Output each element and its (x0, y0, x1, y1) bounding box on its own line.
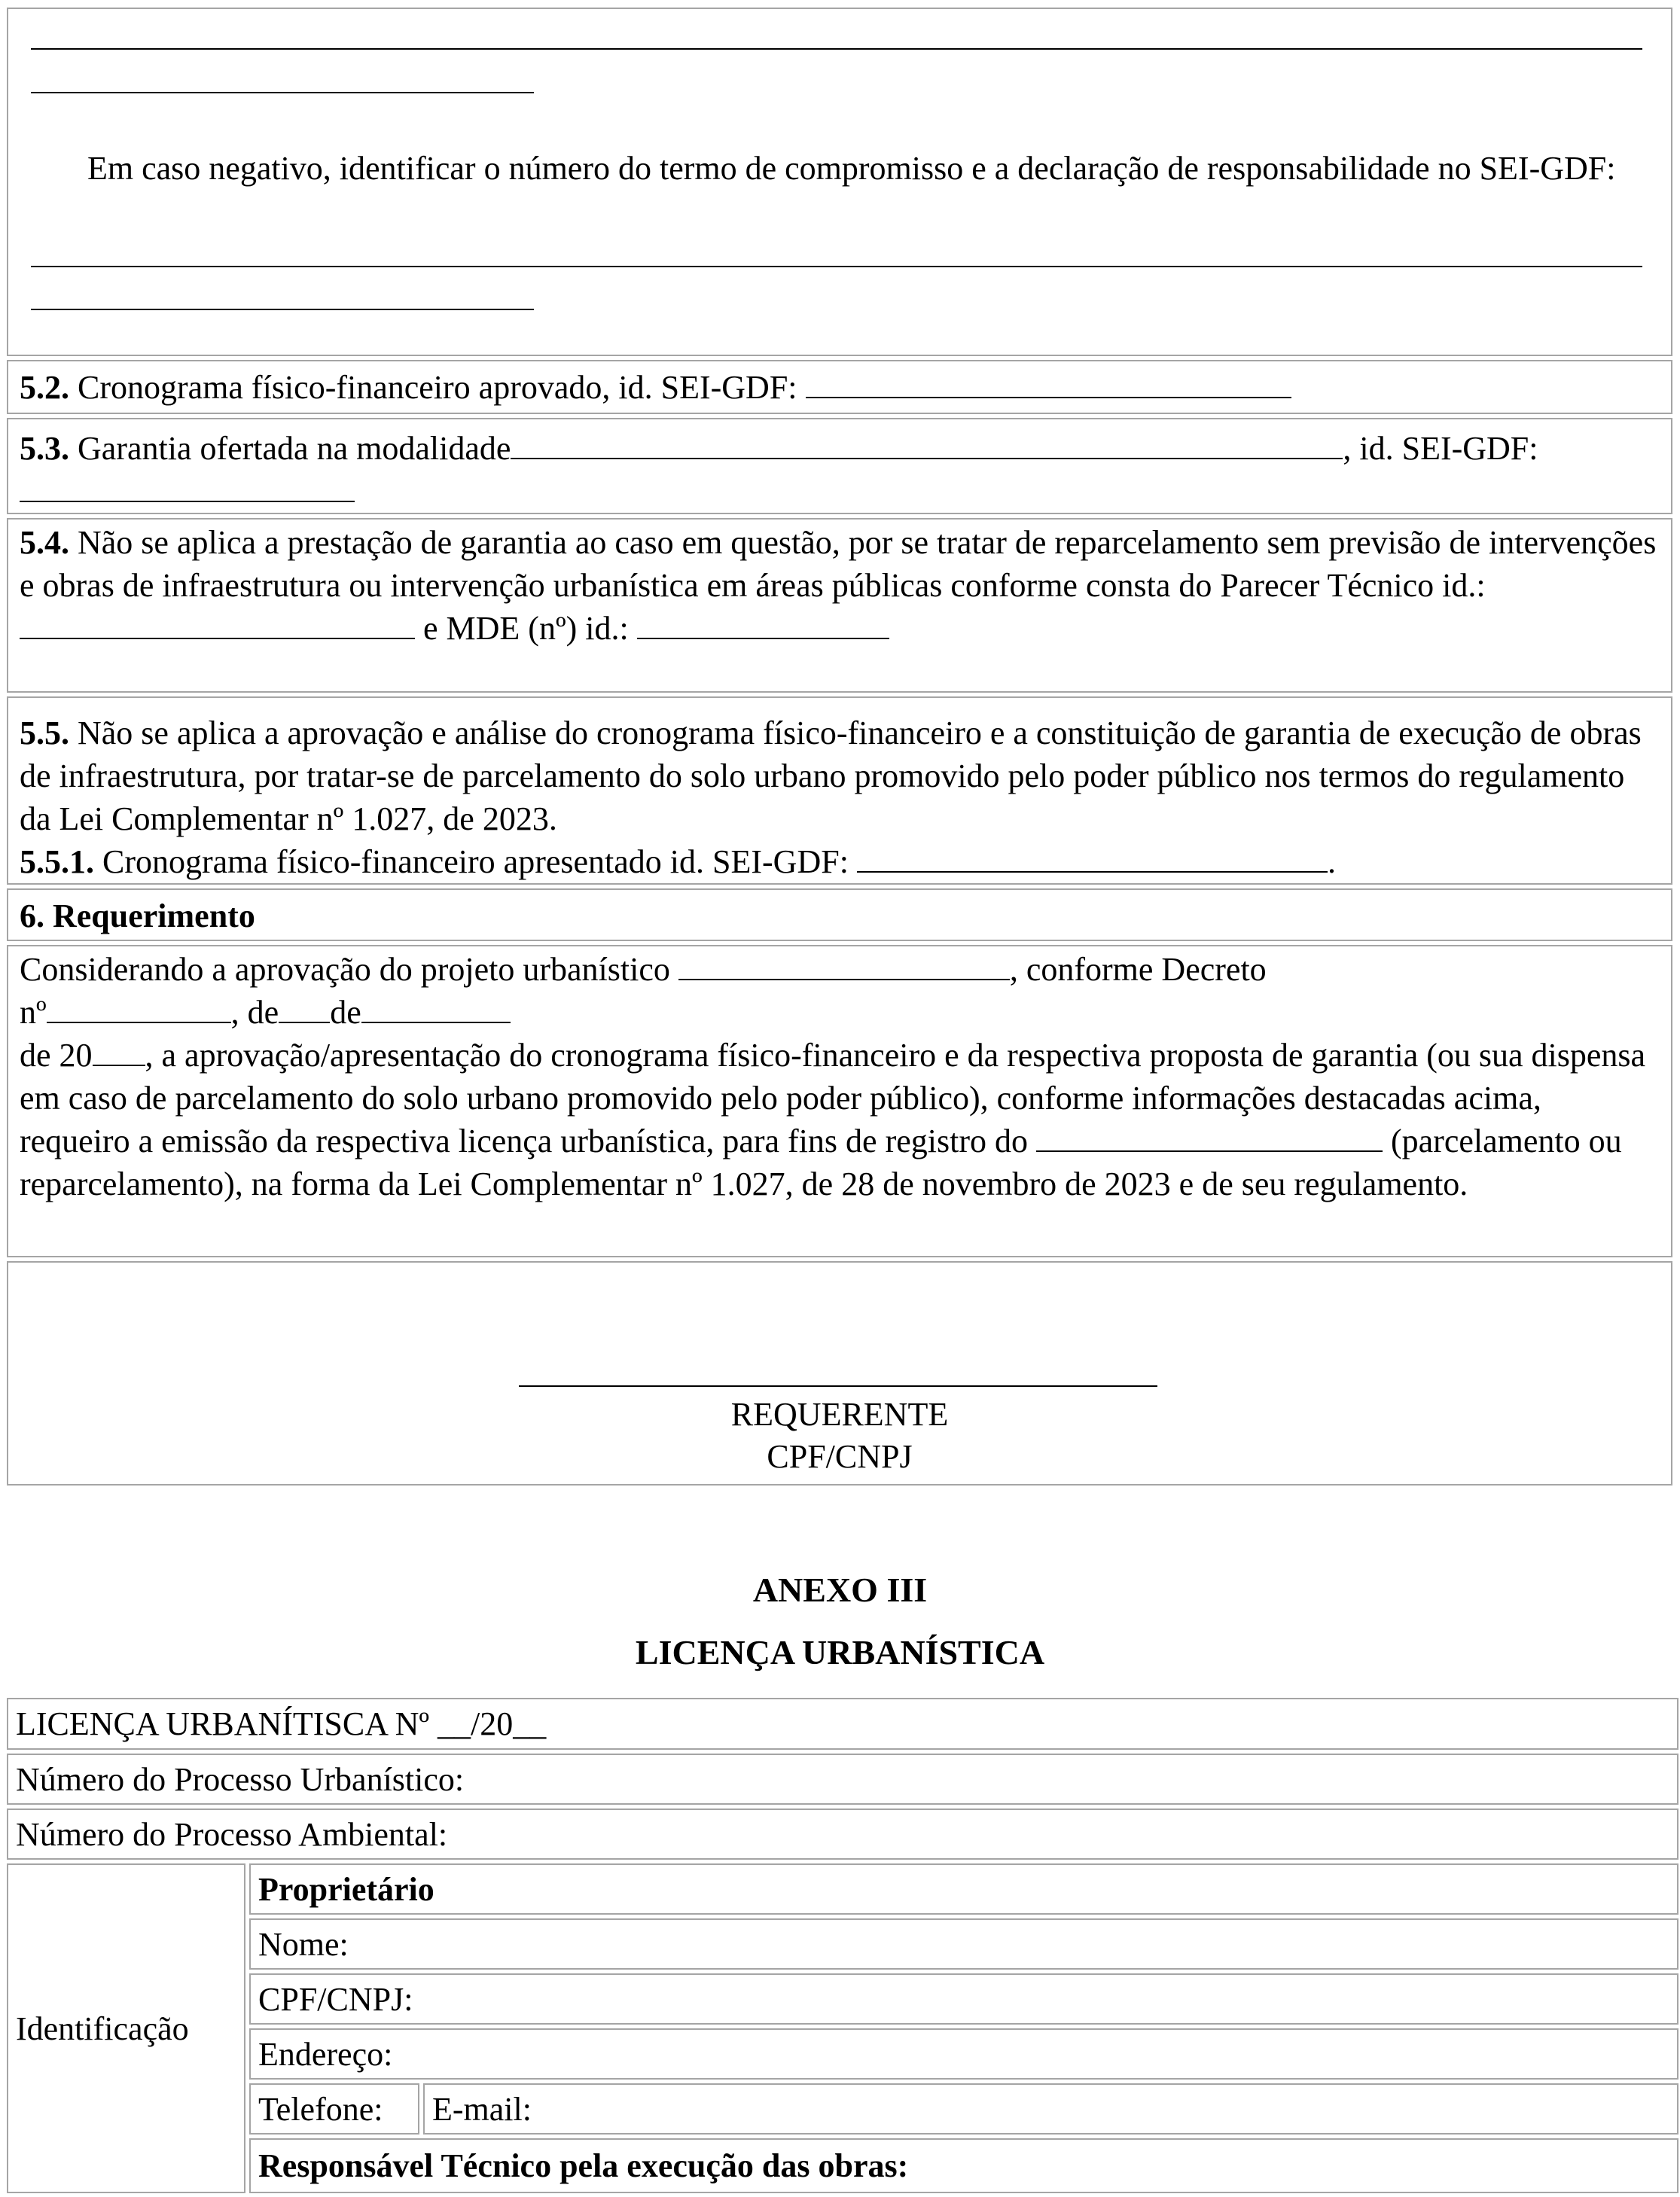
identificacao-label: Identificação (16, 2010, 189, 2047)
section-text: Cronograma físico-financeiro aprovado, id. SEI-GDF: (78, 369, 797, 406)
signature-role: REQUERENTE (730, 1396, 949, 1433)
processo-ambiental-row (7, 1808, 1678, 1860)
section-number: 5.4. (20, 524, 69, 561)
section-5-4 (7, 518, 1672, 693)
requerimento-body (7, 945, 1672, 1257)
blank-line (31, 48, 1642, 50)
req-text: , de (230, 994, 279, 1031)
blank-field (47, 992, 231, 1023)
blank-field (20, 471, 355, 502)
section-text: Garantia ofertada na modalidade (78, 430, 511, 467)
identificacao-cell (7, 1863, 245, 2193)
blank-field (93, 1035, 145, 1066)
signature-block (7, 1261, 1672, 1485)
annex-title: ANEXO III (752, 1571, 928, 1609)
blank-field (279, 992, 330, 1023)
blank-field (361, 992, 511, 1023)
telefone-cell (249, 2083, 419, 2135)
annex-subtitle: LICENÇA URBANÍSTICA (635, 1633, 1045, 1671)
section-text: , id. SEI-GDF: (1343, 430, 1538, 467)
blank-field (511, 428, 1343, 459)
section-number: 5.5.1. (20, 843, 94, 880)
negative-case-block (7, 8, 1672, 356)
signature-id: CPF/CNPJ (767, 1438, 913, 1475)
section-text: Não se aplica a aprovação e análise do cronograma físico-financeiro e a constituição de garantia de execução de obras de infraestrutura, por tratar-se de parcelamento do solo urbano promovido pelo poder público nos termos do regulamento da Lei Complementar nº 1.027, de 2023. (20, 715, 1642, 837)
negative-case-text: Em caso negativo, identificar o número do termo de compromisso e a declaração de responsabilidade no SEI-GDF: (87, 150, 1616, 187)
section-5-5 (7, 696, 1672, 885)
blank-field (20, 608, 415, 639)
blank-field (1036, 1120, 1383, 1152)
blank-field (678, 949, 1010, 980)
endereco-label: Endereço: (258, 2035, 393, 2073)
blank-line (31, 92, 534, 93)
req-text: de 20 (20, 1037, 93, 1074)
req-text: de (330, 994, 361, 1031)
row-label: LICENÇA URBANÍTISCA Nº __/20__ (16, 1705, 547, 1742)
nome-label: Nome: (258, 1925, 349, 1963)
endereco-row (249, 2028, 1678, 2080)
blank-field (637, 608, 889, 639)
cpf-row (249, 1973, 1678, 2025)
section-title: 6. Requerimento (20, 897, 255, 934)
section-number: 5.3. (20, 430, 69, 467)
section-text: Não se aplica a prestação de garantia ao caso em questão, por se tratar de reparcelamento sem previsão de intervenções e obras de infraestrutura ou intervenção urbanística em áreas públicas conforme consta do Parecer Técnico id.: (20, 524, 1657, 604)
responsavel-label: Responsável Técnico pela execução das obras: (258, 2147, 909, 2184)
nome-row (249, 1918, 1678, 1970)
section-text: e MDE (nº) id.: (423, 610, 629, 647)
row-label: Número do Processo Urbanístico: (16, 1760, 465, 1798)
proprietario-label: Proprietário (258, 1870, 434, 1908)
req-text: (parcelamento ou reparcelamento), na forma da Lei Complementar nº 1.027, de 28 de novembro de 2023 e de seu regulamento. (20, 1123, 1622, 1202)
licenca-number-row (7, 1698, 1678, 1750)
req-text: nº (20, 994, 47, 1031)
signature-line (519, 1385, 1157, 1387)
blank-field (806, 367, 1291, 398)
section-number: 5.5. (20, 715, 69, 751)
email-cell (423, 2083, 1678, 2135)
blank-line (31, 266, 1642, 267)
section-number: 5.2. (20, 369, 69, 406)
responsavel-tecnico-row (249, 2138, 1678, 2193)
email-label: E-mail: (432, 2090, 532, 2128)
req-text: Considerando a aprovação do projeto urbanístico (20, 951, 670, 988)
processo-urbanistico-row (7, 1754, 1678, 1805)
cpf-label: CPF/CNPJ: (258, 1980, 413, 2018)
section-6-title (7, 888, 1672, 941)
telefone-label: Telefone: (258, 2090, 383, 2128)
proprietario-header (249, 1863, 1678, 1915)
req-text: , conforme Decreto (1009, 951, 1267, 988)
row-label: Número do Processo Ambiental: (16, 1815, 448, 1853)
section-5-2 (7, 360, 1672, 414)
period: . (1327, 843, 1336, 880)
section-text: Cronograma físico-financeiro apresentado id. SEI-GDF: (102, 843, 849, 880)
blank-field (857, 841, 1328, 873)
blank-line (31, 309, 534, 310)
req-text: , a aprovação/apresentação do cronograma físico-financeiro e da respectiva proposta de garantia (ou sua dispensa em caso de parcelamento do solo urbano promovido pelo poder público), conforme informações destacadas acima, requeiro a emissão da respectiva licença urbanística, para fins de registro do (20, 1037, 1646, 1159)
section-5-3 (7, 418, 1672, 514)
